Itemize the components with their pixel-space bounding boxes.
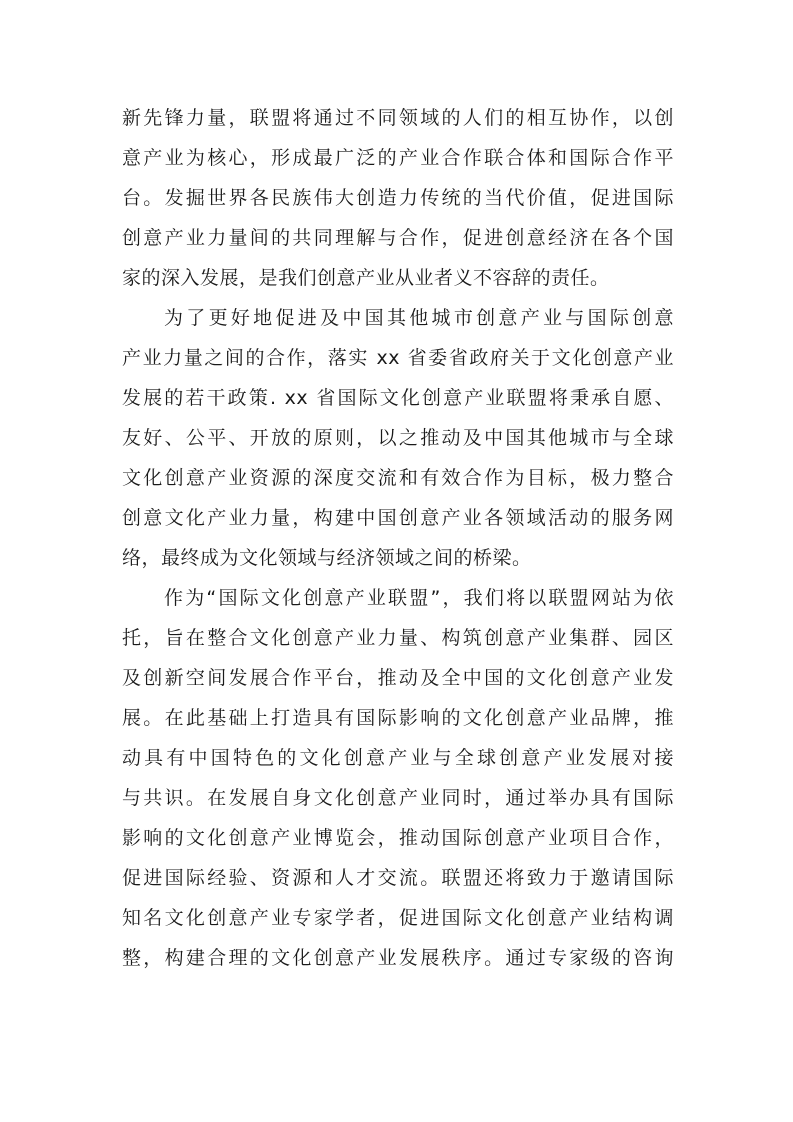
paragraph-3-line-4: 展。在此基础上打造具有国际影响的文化创意产业品牌，推 xyxy=(122,707,674,729)
paragraph-2-line-4: 友好、公平、开放的原则，以之推动及中国其他城市与全球 xyxy=(122,427,674,449)
paragraph-3-line-10: 整，构建合理的文化创意产业发展秩序。通过专家级的咨询 xyxy=(122,947,674,969)
paragraph-3-line-9: 知名文化创意产业专家学者，促进国际文化创意产业结构调 xyxy=(122,907,674,929)
paragraph-1-line-4: 创意产业力量间的共同理解与合作，促进创意经济在各个国 xyxy=(122,227,674,249)
paragraph-3-line-1: 作为“国际文化创意产业联盟”，我们将以联盟网站为依 xyxy=(164,587,674,609)
paragraph-2-line-7: 络，最终成为文化领域与经济领域之间的桥梁。 xyxy=(122,547,532,569)
paragraph-1-line-2: 意产业为核心，形成最广泛的产业合作联合体和国际合作平 xyxy=(122,147,674,169)
paragraph-1-line-5: 家的深入发展，是我们创意产业从业者义不容辞的责任。 xyxy=(122,267,610,289)
paragraph-2-line-6: 创意文化产业力量，构建中国创意产业各领域活动的服务网 xyxy=(122,507,674,529)
paragraph-1-line-1: 新先锋力量，联盟将通过不同领域的人们的相互协作，以创 xyxy=(122,107,674,129)
paragraph-1-line-3: 台。发掘世界各民族伟大创造力传统的当代价值，促进国际 xyxy=(122,187,674,209)
paragraph-2-line-2: 产业力量之间的合作，落实 xx 省委省政府关于文化创意产业 xyxy=(122,347,674,369)
paragraph-2-line-3: 发展的若干政策. xx 省国际文化创意产业联盟将秉承自愿、 xyxy=(122,387,674,409)
paragraph-3-line-6: 与共识。在发展自身文化创意产业同时，通过举办具有国际 xyxy=(122,787,674,809)
paragraph-3-line-3: 及创新空间发展合作平台，推动及全中国的文化创意产业发 xyxy=(122,667,674,689)
paragraph-3-line-8: 促进国际经验、资源和人才交流。联盟还将致力于邀请国际 xyxy=(122,867,674,889)
paragraph-2-line-5: 文化创意产业资源的深度交流和有效合作为目标，极力整合 xyxy=(122,467,674,489)
paragraph-3-line-2: 托，旨在整合文化创意产业力量、构筑创意产业集群、园区 xyxy=(122,627,674,649)
paragraph-2-line-1: 为了更好地促进及中国其他城市创意产业与国际创意 xyxy=(164,307,674,329)
body-text xyxy=(122,98,674,978)
paragraph-3-line-5: 动具有中国特色的文化创意产业与全球创意产业发展对接 xyxy=(122,747,674,769)
paragraph-3-line-7: 影响的文化创意产业博览会，推动国际创意产业项目合作， xyxy=(122,827,674,849)
